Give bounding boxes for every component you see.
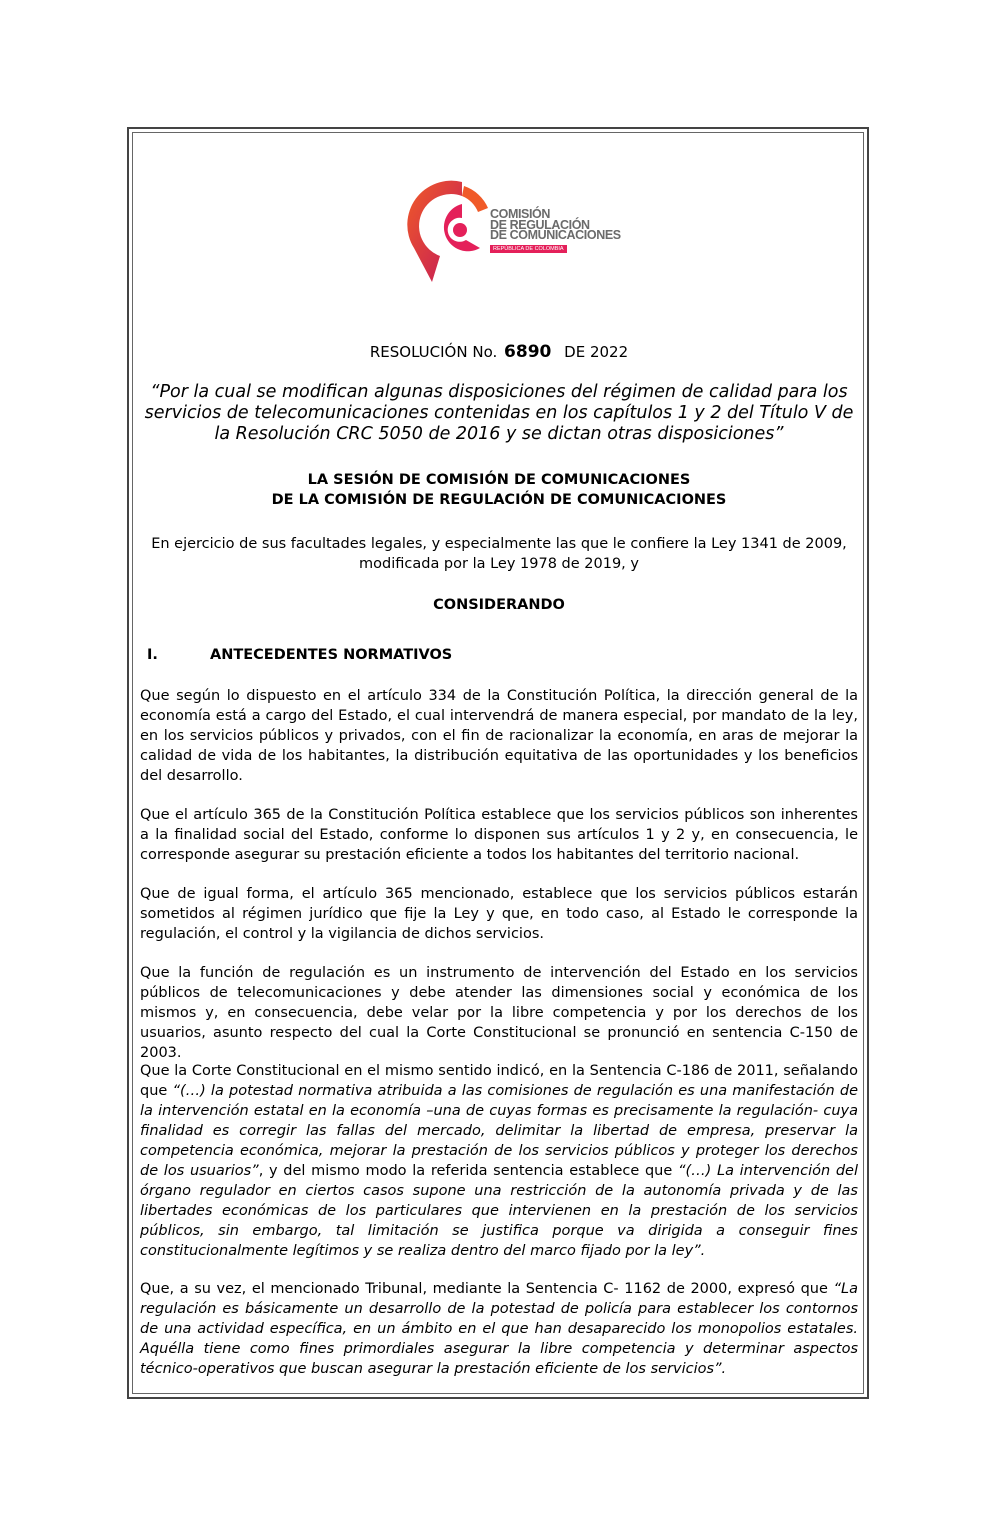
paragraph-6-text: Que, a su vez, el mencionado Tribunal, mediante la Sentencia C- 1162 de 2000, expresó que — [140, 1281, 834, 1297]
considerando-heading: CONSIDERANDO — [433, 597, 565, 613]
crc-logo-icon — [404, 178, 490, 284]
resolution-year: DE 2022 — [564, 343, 629, 361]
paragraph-2: Que el artículo 365 de la Constitución Política establece que los servicios públicos son inherentes a la finalidad social del Estado, conforme lo disponen sus artículos 1 y 2 y, en consecuencia, le corresponde asegurar su prestación eficiente a todos los habitantes del territorio nacional. — [140, 807, 858, 863]
issuer-heading — [140, 470, 858, 510]
resolution-number: 6890 — [504, 342, 552, 362]
paragraph-5-text-b: , y del mismo modo la referida sentencia establece que — [258, 1163, 678, 1179]
paragraph-3: Que de igual forma, el artículo 365 mencionado, establece que los servicios públicos estarán sometidos al régimen jurídico que fije la Ley y que, en todo caso, al Estado le corresponde la regulación, el control y la vigilancia de dichos servicios. — [140, 886, 858, 942]
issuer-heading-line-1: LA SESIÓN DE COMISIÓN DE COMUNICACIONES — [307, 472, 691, 488]
section-number: I. — [147, 647, 158, 663]
paragraph-5 — [140, 1061, 858, 1261]
intro-text: En ejercicio de sus facultades legales, y especialmente las que le confiere la Ley 1341 de 2009, modificada por la Ley 1978 de 2019, y — [151, 536, 847, 572]
resolution-title: “Por la cual se modifican algunas disposiciones del régimen de calidad para los servicios de telecomunicaciones contenidas en los capítulos 1 y 2 del Título V de la Resolución CRC 5050 de 2016 y se dictan otras disposiciones” — [144, 382, 854, 444]
resolution-prefix: RESOLUCIÓN No. — [369, 343, 498, 361]
paragraph-5-quote-2: “(…) La intervención del órgano regulador en ciertos casos supone una restricción de la autonomía privada y de las libertades económicas de los particulares que intervienen en la prestación de los servicios públicos, sin embargo, tal limitación se justifica porque va dirigida a conseguir fines constitucionalmente legítimos y se realiza dentro del marco fijado por la ley”. — [140, 1163, 859, 1259]
logo-line-1: COMISIÓN — [490, 207, 550, 221]
paragraph-6 — [140, 1279, 858, 1379]
paragraph-5-text-a: Que la Corte Constitucional en el mismo sentido indicó, en la Sentencia C-186 de 2011, señalando que — [140, 1063, 858, 1099]
logo-wordmark — [490, 209, 621, 241]
paragraph-6-quote: “La regulación es básicamente un desarrollo de la potestad de policía para establecer los contornos de una actividad específica, en un ámbito en el que han desaparecido los monopolios estatales. Aquélla tiene como fines primordiales asegurar la libre competencia y determinar aspectos técnico-operativos que buscan asegurar la prestación eficiente de los servicios”. — [140, 1281, 858, 1377]
logo-subtitle: REPÚBLICA DE COLOMBIA — [490, 245, 567, 253]
paragraph-5-quote-1: “(…) la potestad normativa atribuida a las comisiones de regulación es una manifestación de la intervención estatal en la economía –una de cuyas formas es precisamente la regulación- cuya finalidad es corregir las fallas del mercado, delimitar la libertad de empresa, preservar la competencia económica, mejorar la prestación de los servicios públicos y proteger los derechos de los usuarios” — [140, 1083, 858, 1179]
paragraph-4: Que la función de regulación es un instrumento de intervención del Estado en los servicios públicos de telecomunicaciones y debe atender las dimensiones social y económica de los mismos y, en consecuencia, debe velar por la libre competencia y por los derechos de los usuarios, asunto respecto del cual la Corte Constitucional se pronunció en sentencia C-150 de 2003. — [140, 965, 858, 1061]
resolution-line — [140, 342, 858, 362]
issuer-heading-line-2: DE LA COMISIÓN DE REGULACIÓN DE COMUNICACIONES — [271, 492, 727, 508]
paragraph-1: Que según lo dispuesto en el artículo 334 de la Constitución Política, la dirección general de la economía está a cargo del Estado, el cual intervendrá de manera especial, por mandato de la ley, en los servicios públicos y privados, con el fin de racionalizar la economía, en aras de mejorar la calidad de vida de los habitantes, la distribución equitativa de las oportunidades y los beneficios del desarrollo. — [140, 688, 858, 784]
logo-line-2: DE REGULACIÓN — [490, 217, 590, 232]
crc-logo — [404, 178, 621, 284]
logo-line-3: DE COMUNICACIONES — [490, 228, 621, 242]
section-title: ANTECEDENTES NORMATIVOS — [210, 647, 453, 663]
